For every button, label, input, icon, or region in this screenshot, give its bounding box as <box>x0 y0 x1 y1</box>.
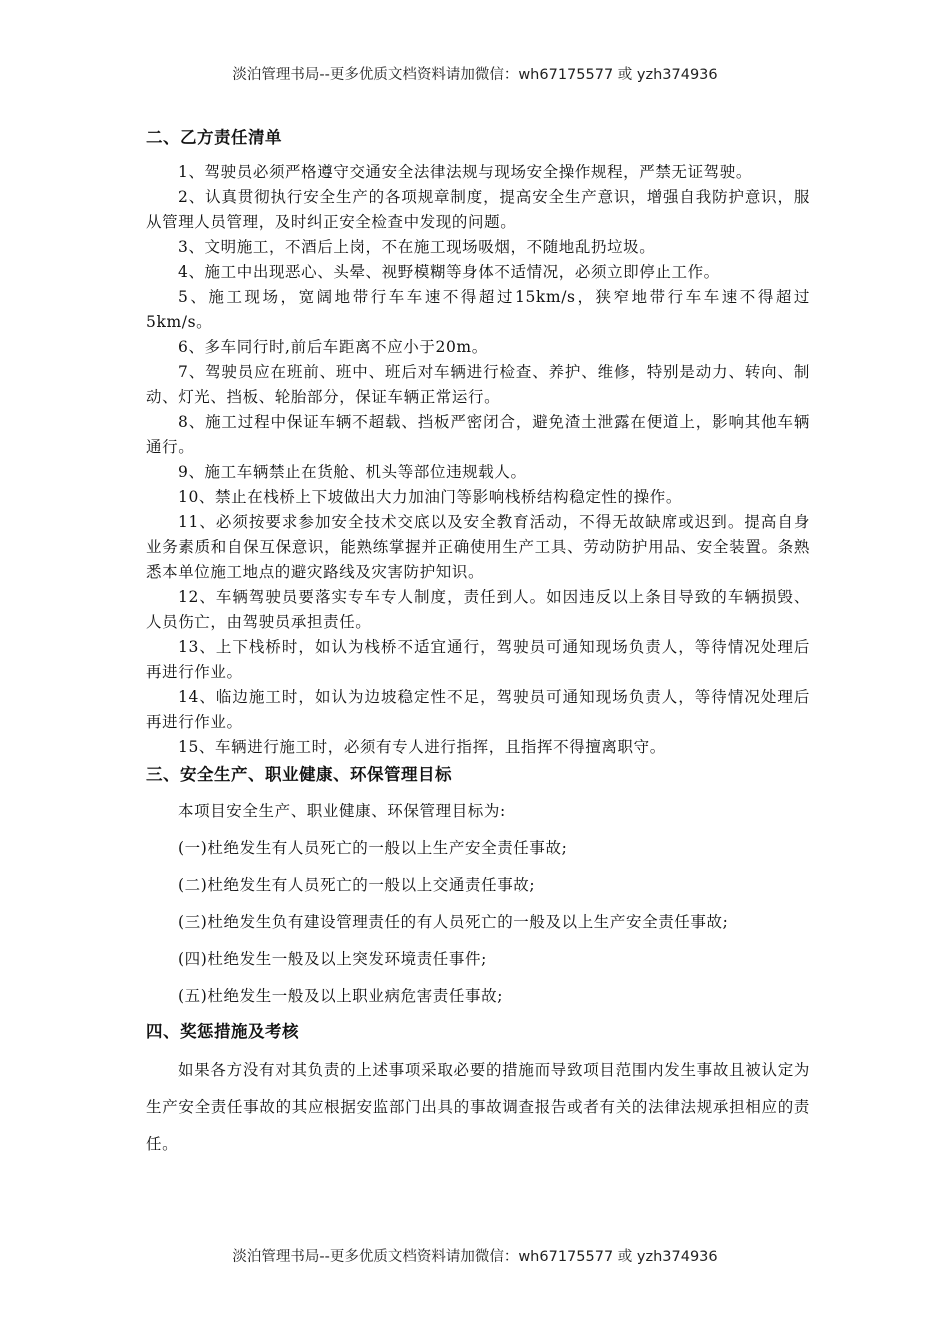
list-item: 3、文明施工，不酒后上岗，不在施工现场吸烟，不随地乱扔垃圾。 <box>178 238 656 256</box>
list-item: (五)杜绝发生一般及以上职业病危害责任事故; <box>178 987 504 1005</box>
list-item: 7、驾驶员应在班前、班中、班后对车辆进行检查、养护、维修，特别是动力、转向、制动、灯光、挡板、轮胎部分，保证车辆正常运行。 <box>146 363 810 406</box>
list-item: 5、施工现场，宽阔地带行车车速不得超过15km/s，狭窄地带行车车速不得超过5km/s。 <box>146 288 810 331</box>
list-item: 2、认真贯彻执行安全生产的各项规章制度，提高安全生产意识，增强自我防护意识，服从管理人员管理，及时纠正安全检查中发现的问题。 <box>146 188 810 231</box>
page-header: 淡泊管理书局--更多优质文档资料请加微信：wh67175577 或 yzh374936 <box>232 67 718 83</box>
list-item: (二)杜绝发生有人员死亡的一般以上交通责任事故; <box>178 876 536 894</box>
goals-intro: 本项目安全生产、职业健康、环保管理目标为: <box>178 802 506 820</box>
goals-list <box>146 794 810 1013</box>
list-item: 15、车辆进行施工时，必须有专人进行指挥，且指挥不得擅离职守。 <box>178 738 666 756</box>
section-heading-2: 二、乙方责任清单 <box>146 128 282 147</box>
list-item: 6、多车同行时,前后车距离不应小于20m。 <box>178 338 488 356</box>
list-item: 9、施工车辆禁止在货舱、机头等部位违规载人。 <box>178 463 527 481</box>
list-item: 10、禁止在栈桥上下坡做出大力加油门等影响栈桥结构稳定性的操作。 <box>178 488 682 506</box>
list-item: 12、车辆驾驶员要落实专车专人制度，责任到人。如因违反以上条目导致的车辆损毁、人员伤亡，由驾驶员承担责任。 <box>146 588 810 631</box>
list-item: 14、临边施工时，如认为边坡稳定性不足，驾驶员可通知现场负责人，等待情况处理后再进行作业。 <box>146 688 810 731</box>
list-item: (一)杜绝发生有人员死亡的一般以上生产安全责任事故; <box>178 839 568 857</box>
list-item: (四)杜绝发生一般及以上突发环境责任事件; <box>178 950 487 968</box>
list-item: 11、必须按要求参加安全技术交底以及安全教育活动，不得无故缺席或迟到。提高自身业务素质和自保互保意识，能熟练掌握并正确使用生产工具、劳动防护用品、安全装置。条熟悉本单位施工地点的避灾路线及灾害防护知识。 <box>146 513 810 581</box>
section-heading-4: 四、奖惩措施及考核 <box>146 1022 299 1041</box>
list-item: 4、施工中出现恶心、头晕、视野模糊等身体不适情况，必须立即停止工作。 <box>178 263 720 281</box>
document-body <box>146 119 810 1163</box>
paragraph: 如果各方没有对其负责的上述事项采取必要的措施而导致项目范围内发生事故且被认定为生产安全责任事故的其应根据安监部门出具的事故调查报告或者有关的法律法规承担相应的责任。 <box>146 1061 810 1153</box>
section-heading-3: 三、安全生产、职业健康、环保管理目标 <box>146 765 452 784</box>
list-item: 13、上下栈桥时，如认为栈桥不适宜通行，驾驶员可通知现场负责人，等待情况处理后再进行作业。 <box>146 638 810 681</box>
page-footer: 淡泊管理书局--更多优质文档资料请加微信：wh67175577 或 yzh374936 <box>232 1249 718 1265</box>
list-item: (三)杜绝发生负有建设管理责任的有人员死亡的一般及以上生产安全责任事故; <box>178 913 729 931</box>
responsibility-list <box>146 160 810 760</box>
list-item: 8、施工过程中保证车辆不超载、挡板严密闭合，避免渣土泄露在便道上，影响其他车辆通行。 <box>146 413 810 456</box>
section-4-body <box>146 1052 810 1163</box>
list-item: 1、驾驶员必须严格遵守交通安全法律法规与现场安全操作规程，严禁无证驾驶。 <box>178 163 752 181</box>
